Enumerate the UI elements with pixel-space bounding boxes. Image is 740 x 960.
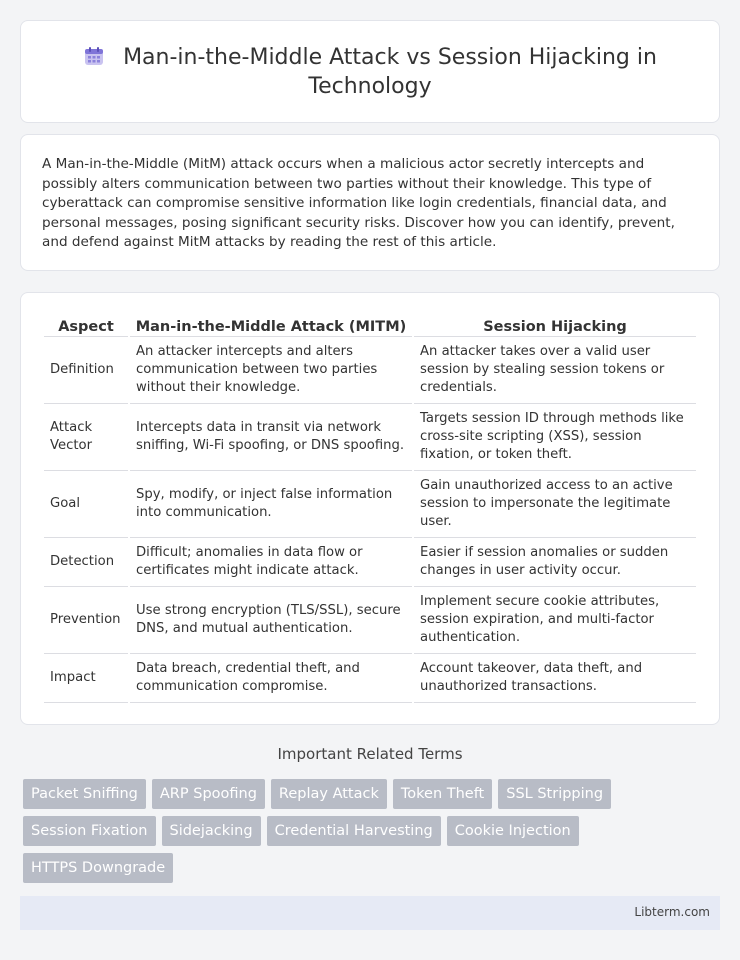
row-session: Targets session ID through methods like cross-site scripting (XSS), session fixation, or token theft. <box>414 404 696 471</box>
term-tag[interactable]: Session Fixation <box>23 816 156 846</box>
table-row <box>44 587 696 654</box>
row-session: An attacker takes over a valid user session by stealing session tokens or credentials. <box>414 337 696 404</box>
term-tag[interactable]: Token Theft <box>393 779 492 809</box>
term-tag[interactable]: SSL Stripping <box>498 779 611 809</box>
row-mitm: Intercepts data in transit via network sniffing, Wi-Fi spoofing, or DNS spoofing. <box>130 404 412 471</box>
table-row <box>44 538 696 587</box>
term-tag[interactable]: Sidejacking <box>162 816 261 846</box>
term-tag[interactable]: ARP Spoofing <box>152 779 265 809</box>
intro-card <box>20 134 720 271</box>
table-row <box>44 404 696 471</box>
intro-paragraph: A Man-in-the-Middle (MitM) attack occurs when a malicious actor secretly intercepts and possibly alters communication between two parties without their knowledge. This type of cyberattack can compromise sensitive information like login credentials, financial data, and personal messages, posing significant security risks. Discover how you can identify, prevent, and defend against MitM attacks by reading the rest of this article. <box>42 156 675 251</box>
row-aspect: Impact <box>44 654 128 703</box>
row-session: Account takeover, data theft, and unauthorized transactions. <box>414 654 696 703</box>
row-aspect: Definition <box>44 337 128 404</box>
page-title: Man-in-the-Middle Attack vs Session Hijacking in Technology <box>123 45 657 99</box>
table-row <box>44 337 696 404</box>
row-aspect: Attack Vector <box>44 404 128 471</box>
row-session: Easier if session anomalies or sudden changes in user activity occur. <box>414 538 696 587</box>
row-aspect: Prevention <box>44 587 128 654</box>
comparison-card <box>20 292 720 725</box>
calendar-icon <box>83 45 105 67</box>
term-tag[interactable]: HTTPS Downgrade <box>23 853 173 883</box>
table-row <box>44 471 696 538</box>
header-session: Session Hijacking <box>414 315 696 337</box>
row-mitm: Data breach, credential theft, and communication compromise. <box>130 654 412 703</box>
footer <box>20 896 720 930</box>
term-tag[interactable]: Replay Attack <box>271 779 387 809</box>
term-tag[interactable]: Packet Sniffing <box>23 779 146 809</box>
row-mitm: Difficult; anomalies in data flow or certificates might indicate attack. <box>130 538 412 587</box>
row-session: Implement secure cookie attributes, session expiration, and multi-factor authentication. <box>414 587 696 654</box>
row-session: Gain unauthorized access to an active session to impersonate the legitimate user. <box>414 471 696 538</box>
row-mitm: Spy, modify, or inject false information into communication. <box>130 471 412 538</box>
related-terms-list <box>23 779 723 883</box>
footer-site-link[interactable]: Libterm.com <box>634 905 710 919</box>
related-terms-heading: Important Related Terms <box>277 745 463 763</box>
header-mitm: Man-in-the-Middle Attack (MITM) <box>130 315 412 337</box>
table-row <box>44 654 696 703</box>
row-mitm: An attacker intercepts and alters communication between two parties without their knowledge. <box>130 337 412 404</box>
term-tag[interactable]: Credential Harvesting <box>267 816 441 846</box>
row-aspect: Detection <box>44 538 128 587</box>
term-tag[interactable]: Cookie Injection <box>447 816 579 846</box>
header-aspect: Aspect <box>44 315 128 337</box>
row-mitm: Use strong encryption (TLS/SSL), secure DNS, and mutual authentication. <box>130 587 412 654</box>
row-aspect: Goal <box>44 471 128 538</box>
title-card <box>20 20 720 123</box>
comparison-table <box>42 315 698 703</box>
page-title-wrap <box>21 43 719 101</box>
table-header-row <box>44 315 696 337</box>
